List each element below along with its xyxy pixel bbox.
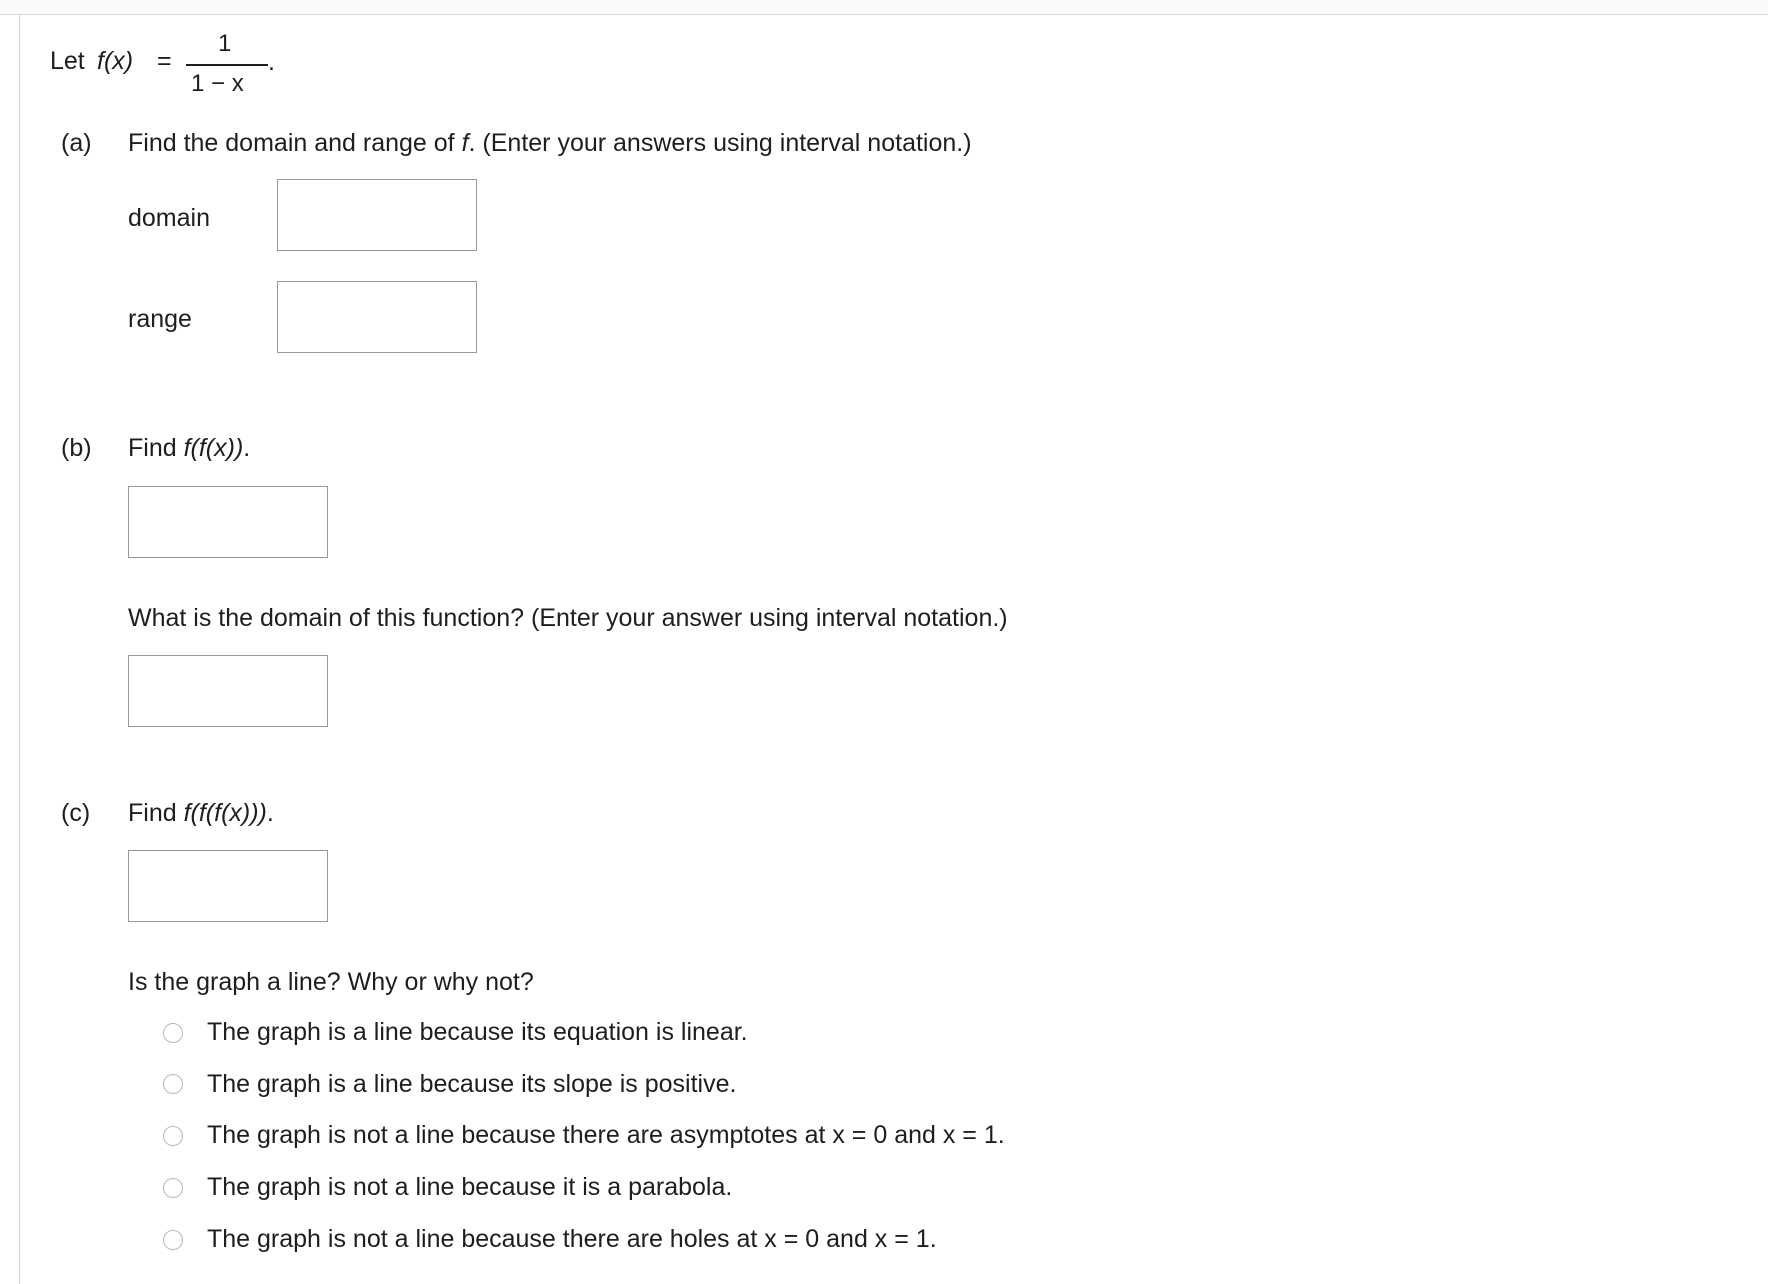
function-name: f(x) bbox=[97, 47, 134, 75]
domain-label: domain bbox=[128, 204, 210, 232]
fraction-denominator: 1 − x bbox=[191, 70, 244, 97]
statement-period: . bbox=[268, 48, 275, 76]
option-label-4[interactable]: The graph is not a line because it is a parabola. bbox=[207, 1173, 733, 1201]
left-border bbox=[19, 14, 20, 1284]
composition-domain-input[interactable] bbox=[128, 655, 328, 727]
part-b-label: (b) bbox=[61, 434, 92, 462]
top-border bbox=[0, 0, 1768, 15]
line-question: Is the graph a line? Why or why not? bbox=[128, 968, 534, 996]
intro-text: Let bbox=[50, 47, 85, 75]
fraction-numerator: 1 bbox=[218, 30, 232, 57]
equals-sign: = bbox=[157, 47, 172, 75]
option-radio-2[interactable] bbox=[163, 1074, 183, 1094]
option-radio-3[interactable] bbox=[163, 1126, 183, 1146]
part-b-question: Find f(f(x)). bbox=[128, 434, 251, 462]
option-radio-4[interactable] bbox=[163, 1178, 183, 1198]
part-c-label: (c) bbox=[61, 799, 91, 827]
fraction-bar bbox=[186, 64, 268, 66]
option-label-5[interactable]: The graph is not a line because there are holes at x = 0 and x = 1. bbox=[207, 1225, 937, 1253]
range-label: range bbox=[128, 305, 192, 333]
option-label-1[interactable]: The graph is a line because its equation is linear. bbox=[207, 1018, 748, 1046]
part-a-question: Find the domain and range of f. (Enter your answers using interval notation.) bbox=[128, 129, 972, 157]
part-c-question: Find f(f(f(x))). bbox=[128, 799, 274, 827]
option-label-2[interactable]: The graph is a line because its slope is positive. bbox=[207, 1070, 737, 1098]
domain-input[interactable] bbox=[277, 179, 477, 251]
triple-composition-input[interactable] bbox=[128, 850, 328, 922]
composition-domain-question: What is the domain of this function? (Enter your answer using interval notation.) bbox=[128, 604, 1008, 632]
option-radio-1[interactable] bbox=[163, 1023, 183, 1043]
option-radio-5[interactable] bbox=[163, 1230, 183, 1250]
option-label-3[interactable]: The graph is not a line because there are asymptotes at x = 0 and x = 1. bbox=[207, 1121, 1005, 1149]
range-input[interactable] bbox=[277, 281, 477, 353]
composition-answer-input[interactable] bbox=[128, 486, 328, 558]
part-a-label: (a) bbox=[61, 129, 92, 157]
